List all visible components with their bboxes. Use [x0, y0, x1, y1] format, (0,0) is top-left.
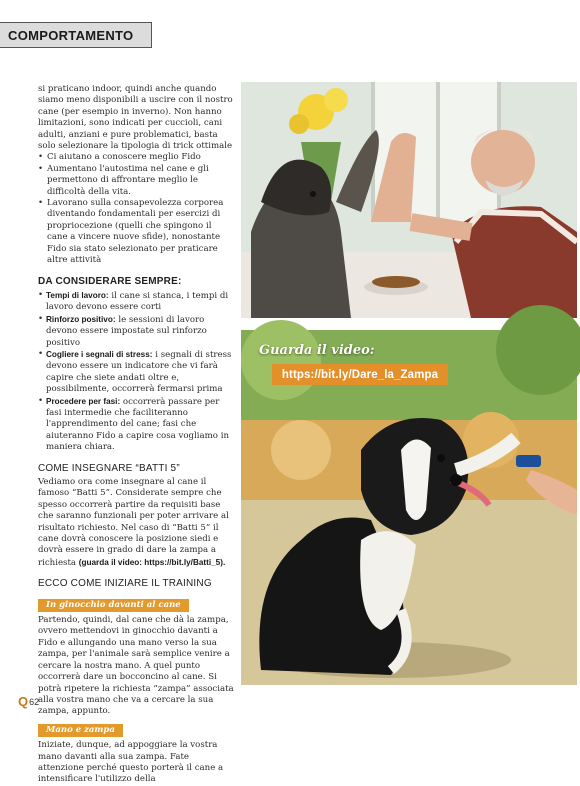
- photo-illustration: [241, 82, 577, 318]
- training-heading: ECCO COME INIZIARE IL TRAINING: [38, 578, 212, 590]
- list-item: [38, 314, 234, 349]
- page-footer: [18, 694, 39, 709]
- video-title: Guarda il video:: [259, 343, 375, 358]
- step2-paragraph: Iniziate, dunque, ad appoggiare la vostra mano davanti alla sua zampa. Fate attenzione perché questo porterà il cane a intensificare l'utilizzo della: [38, 740, 224, 785]
- text-column: [38, 84, 234, 786]
- item-text: occorrerà passare per fasi intermedie che faciliteranno l'apprendimento del cane; fasi che aiuteranno Fido a capire cosa vogliamo in maniera chiara.: [46, 396, 229, 453]
- item-text: le sessioni di lavoro devono essere impostate sul rinforzo positivo: [46, 314, 207, 348]
- benefits-list: [38, 152, 234, 266]
- list-item: • Ci aiutano a conoscere meglio Fido: [38, 152, 234, 163]
- section-title: COMPORTAMENTO: [8, 27, 134, 43]
- step1-label: In ginocchio davanti al cane: [38, 599, 189, 612]
- considerare-heading: DA CONSIDERARE SEMPRE:: [38, 275, 182, 287]
- list-item: [38, 396, 234, 454]
- list-item: [38, 290, 234, 314]
- list-item: • Aumentano l'autostima nel cane e gli permettono di affrontare meglio le difficoltà della vita.: [38, 164, 234, 198]
- magazine-logo: Q: [18, 694, 29, 709]
- batti5-paragraph: [38, 477, 234, 569]
- section-header: [0, 22, 152, 48]
- batti5-video-link[interactable]: (guarda il video: https://bit.ly/Batti_5).: [78, 557, 226, 567]
- item-lead: Rinforzo positivo:: [46, 314, 116, 324]
- intro-paragraph: si praticano indoor, quindi anche quando siamo meno disponibili a uscire con il nostro cane (per esempio in inverno). Non hanno limitazioni, sono indicati per cuccioli, cani adulti, anziani e pure problematici, basta solo selezionare la tipologia di trick ottimale: [38, 84, 233, 152]
- photo-man-high-five-dog: [241, 82, 577, 318]
- item-text: i segnali di stress devono essere un indicatore che vi farà capire che siete andati oltre e, possibilmente, occorrerà fermarsi prima: [46, 349, 232, 395]
- item-lead: Procedere per fasi:: [46, 396, 121, 406]
- list-item: • Lavorano sulla consapevolezza corporea diventando fondamentali per esercizi di propriocezione (quelli che spingono il cane a vincere nuove sfide), nonostante Fido sia stato selezionato per praticare altre attività: [38, 198, 234, 266]
- batti5-heading: COME INSEGNARE “BATTI 5”: [38, 462, 180, 474]
- item-text: il cane si stanca, i tempi di lavoro devono essere corti: [46, 290, 229, 313]
- step2-label: Mano e zampa: [38, 724, 123, 737]
- considerare-list: [38, 290, 234, 454]
- video-link-button[interactable]: https://bit.ly/Dare_la_Zampa: [272, 364, 448, 385]
- item-lead: Tempi di lavoro:: [46, 290, 109, 300]
- list-item: [38, 349, 234, 396]
- page-number: 62: [29, 696, 40, 707]
- batti5-text: Vediamo ora come insegnare al cane il famoso “Batti 5”. Considerate sempre che spesso occorrerà partire da requisiti base che saranno funzionali per poter arrivare al risultato richiesto. Nel caso di “Batti 5” il cane dovrà conoscere la posizione siedi e dovrà essere in grado di dare la zampa a richiesta: [38, 477, 229, 568]
- step1-paragraph: Partendo, quindi, dal cane che dà la zampa, ovvero mettendovi in ginocchio davanti a Fido e allungando una mano verso la sua zampa, per l'animale sarà semplice venire a cercare la nostra mano. A quel punto occorrerà dare un bocconcino al cane. Si potrà ripetere la richiesta “zampa” associata alla vostra mano che va a cercare la sua zampa, appunto.: [38, 615, 234, 717]
- item-lead: Cogliere i segnali di stress:: [46, 349, 153, 359]
